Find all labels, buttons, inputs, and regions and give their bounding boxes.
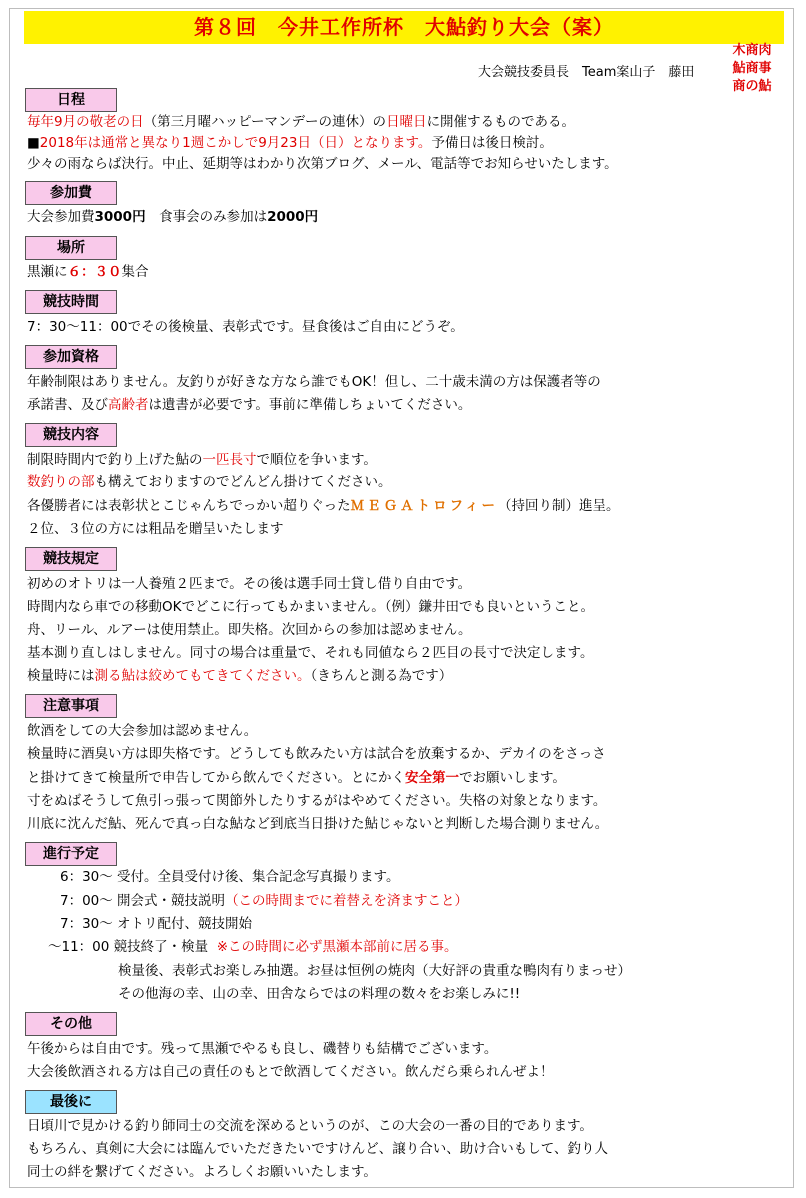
section-header-last: 最後に	[25, 1090, 117, 1114]
progress-line-5: 検量後、表彰式お楽しみ抽選。お昼は恒例の焼肉（大好評の貴重な鴨肉有りまっせ）	[118, 963, 631, 979]
schedule-line-1: 毎年9月の敬老の日（第三月曜ハッピーマンデーの連休）の日曜日に開催するものである。	[27, 114, 576, 130]
section-header-place: 場所	[25, 236, 117, 260]
rules-line-2: 時間内なら車での移動OKでどこに行ってもかまいません。（例）鎌井田でも良いということ。	[27, 599, 595, 615]
section-header-fee: 参加費	[25, 181, 117, 205]
content-line-2: 数釣りの部も構えておりますのでどんどん掛けてください。	[27, 474, 392, 490]
section-header-notes: 注意事項	[25, 694, 117, 718]
last-line-3: 同士の絆を繋げてください。よろしくお願いいたします。	[27, 1164, 377, 1180]
notes-line-3: と掛けてきて検量所で申告してから飲んでください。とにかく安全第一でお願いします。	[27, 770, 566, 786]
rules-line-4: 基本測り直しはしません。同寸の場合は重量で、それも同値なら２匹目の長寸で決定します。	[27, 645, 594, 661]
other-line-1: 午後からは自由です。残って黒瀬でやるも良し、磯替りも結構でございます。	[27, 1041, 498, 1057]
section-header-other: その他	[25, 1012, 117, 1036]
qualification-line-1: 年齢制限はありません。友釣りが好きな方なら誰でもOK！但し、二十歳未満の方は保護者等の	[27, 374, 601, 390]
last-line-2: もちろん、真剣に大会には臨んでいただきたいですけんど、譲り合い、助け合いもして、釣り人	[27, 1141, 609, 1157]
qualification-line-2: 承諾書、及び高齢者は遺書が必要です。事前に準備しちょいてください。	[27, 397, 472, 413]
section-header-qualification: 参加資格	[25, 345, 117, 369]
progress-line-3: 7：30～ オトリ配付、競技開始	[60, 916, 253, 932]
schedule-line-3: 少々の雨ならば決行。中止、延期等はわかり次第ブログ、メール、電話等でお知らせいたします。	[27, 156, 618, 172]
notes-line-5: 川底に沈んだ鮎、死んで真っ白な鮎など到底当日掛けた鮎じゃないと判断した場合測りません。	[27, 816, 609, 832]
content-line-1: 制限時間内で釣り上げた鮎の一匹長寸で順位を争います。	[27, 452, 377, 468]
section-header-schedule: 日程	[25, 88, 117, 112]
page-title: 第８回 今井工作所杯 大鮎釣り大会（案）	[24, 11, 784, 44]
section-header-time: 競技時間	[25, 290, 117, 314]
fee-line-1: 大会参加費3000円 食事会のみ参加は2000円	[27, 209, 319, 225]
progress-line-6: その他海の幸、山の幸、田舎ならではの料理の数々をお楽しみに!!	[118, 986, 521, 1002]
committee-chair: 大会競技委員長 Team案山子 藤田	[478, 65, 695, 80]
section-header-progress: 進行予定	[25, 842, 117, 866]
seal-stamp: 木商肉 鮎商事 商の鮎	[732, 43, 772, 94]
time-line-1: 7：30～11：00でその後検量、表彰式です。昼食後はご自由にどうぞ。	[27, 319, 464, 335]
section-header-content: 競技内容	[25, 423, 117, 447]
other-line-2: 大会後飲酒される方は自己の責任のもとで飲酒してください。飲んだら乗られんぜよ！	[27, 1064, 554, 1080]
content-line-3: 各優勝者には表彰状とこじゃんちでっかい超りぐったＭＥＧＡトロフィー（持回り制）進呈。	[27, 498, 620, 514]
rules-line-3: 舟、リール、ルアーは使用禁止。即失格。次回からの参加は認めません。	[27, 622, 472, 638]
progress-line-1: 6：30～ 受付。全員受付け後、集合記念写真撮ります。	[60, 869, 400, 885]
notes-line-2: 検量時に酒臭い方は即失格です。どうしても飲みたい方は試合を放棄するか、デカイのをさっさ	[27, 746, 606, 762]
rules-line-5: 検量時には測る鮎は絞めてもてきてください。（きちんと測る為です）	[27, 668, 453, 684]
last-line-1: 日頃川で見かける釣り師同士の交流を深めるというのが、この大会の一番の目的であります。	[27, 1118, 593, 1134]
content-line-4: ２位、３位の方には粗品を贈呈いたします	[27, 521, 284, 537]
notes-line-4: 寸をぬばそうして魚引っ張って関節外したりするがはやめてください。失格の対象となります。	[27, 793, 607, 809]
notes-line-1: 飲酒をしての大会参加は認めません。	[27, 723, 258, 739]
section-header-rules: 競技規定	[25, 547, 117, 571]
place-line-1: 黒瀬に６：３０集合	[27, 264, 149, 280]
rules-line-1: 初めのオトリは一人養殖２匹まで。その後は選手同士貸し借り自由です。	[27, 576, 472, 592]
progress-line-4: ～11：00 競技終了・検量 ※この時間に必ず黒瀬本部前に居る事。	[48, 939, 458, 955]
progress-line-2: 7：00～ 開会式・競技説明（この時間までに着替えを済ますこと）	[60, 893, 469, 909]
schedule-line-2: ■2018年は通常と異なり1週こかしで9月23日（日）となります。予備日は後日検討。	[27, 135, 553, 151]
